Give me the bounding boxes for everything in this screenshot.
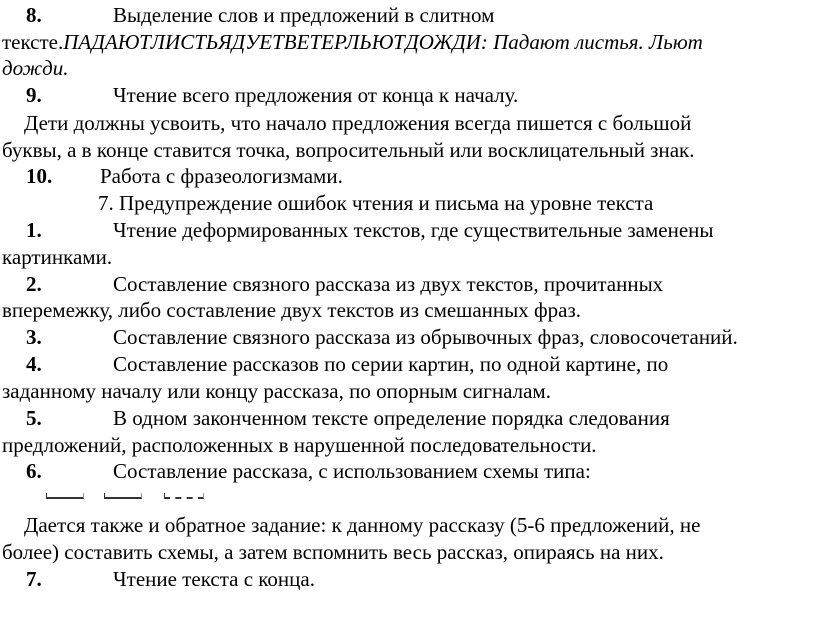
subitem-3-number: 3.: [26, 325, 42, 349]
item-8-line-3: дожди.: [2, 56, 69, 80]
schema-mark-1: [46, 493, 84, 499]
subitem-5-number: 5.: [26, 406, 42, 430]
subitem-7-number: 7.: [26, 567, 42, 591]
subitem-5-text: В одном законченном тексте определение порядка следования: [113, 406, 670, 430]
subitem-1-number: 1.: [26, 218, 42, 242]
subitem-5-line-2: предложений, расположенных в нарушенной последовательности.: [2, 433, 597, 457]
item-9-paragraph-line-2: буквы, а в конце ставится точка, вопросительный или восклицательный знак.: [2, 138, 695, 162]
subitem-1-text: Чтение деформированных текстов, где существительные заменены: [113, 218, 714, 242]
schema-mark-3: [164, 493, 204, 499]
subitem-4-text: Составление рассказов по серии картин, по одной картине, по: [113, 352, 669, 376]
item-8-text-plain: тексте.: [2, 30, 64, 54]
item-8-number: 8.: [26, 3, 42, 27]
subitem-1-line-2: картинками.: [2, 245, 113, 269]
subitem-6-text: Составление рассказа, с использованием схемы типа:: [113, 459, 591, 483]
item-9-number: 9.: [26, 83, 42, 107]
item-8-title: Выделение слов и предложений в слитном: [113, 3, 495, 27]
subitem-3-text: Составление связного рассказа из обрывочных фраз, словосочетаний.: [113, 325, 738, 349]
schema-mark-2: [104, 493, 142, 499]
item-8-text-italic: ПАДАЮТЛИСТЬЯДУЕТВЕТЕРЛЬЮТДОЖДИ: Падают листья. Льют: [63, 30, 703, 54]
item-10-number: 10.: [26, 164, 53, 188]
subitem-4-number: 4.: [26, 352, 42, 376]
subitem-2-number: 2.: [26, 272, 42, 296]
subitem-7-text: Чтение текста с конца.: [113, 567, 315, 591]
item-10-title: Работа с фразеологизмами.: [100, 164, 343, 188]
subitem-6-paragraph-line-1: Дается также и обратное задание: к данному рассказу (5-6 предложений, не: [24, 513, 701, 537]
item-9-title: Чтение всего предложения от конца к началу.: [113, 83, 519, 107]
subitem-2-text: Составление связного рассказа из двух текстов, прочитанных: [113, 272, 664, 296]
item-9-paragraph-line-1: Дети должны усвоить, что начало предложения всегда пишется с большой: [24, 111, 692, 135]
item-8-line-2: [2, 29, 703, 55]
subitem-6-number: 6.: [26, 459, 42, 483]
subitem-6-paragraph-line-2: более) составить схемы, а затем вспомнить весь рассказ, опираясь на них.: [2, 540, 664, 564]
section-7-heading: 7. Предупреждение ошибок чтения и письма на уровне текста: [98, 191, 654, 215]
subitem-2-line-2: вперемежку, либо составление двух текстов из смешанных фраз.: [2, 298, 581, 322]
subitem-4-line-2: заданному началу или концу рассказа, по опорным сигналам.: [2, 379, 551, 403]
